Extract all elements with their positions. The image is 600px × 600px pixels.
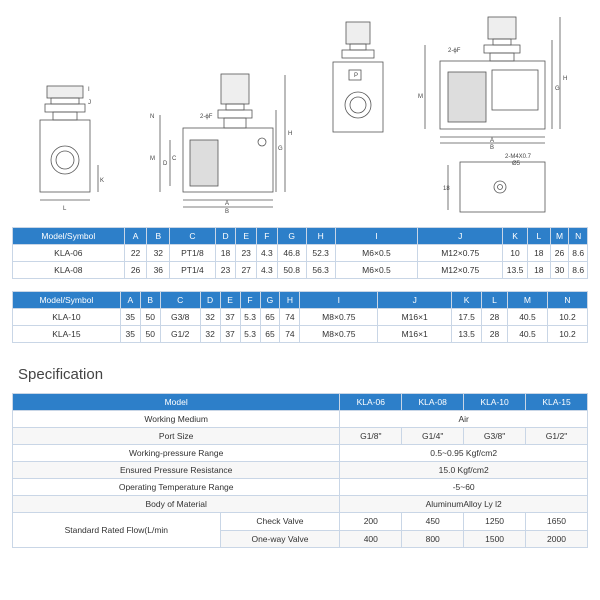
specification-table	[12, 393, 588, 548]
table-row: Standard Rated Flow(L/min Check Valve 200 450 1250 1650	[13, 513, 588, 531]
table-row: KLA-06 22 32 PT1/8 18 23 4.3 46.8 52.3 M6×0.5 M12×0.75 10 18 26 8.6	[13, 245, 588, 262]
dimension-table-1	[12, 227, 588, 279]
technical-drawings	[0, 0, 600, 222]
label-phi5: Ø5	[512, 161, 521, 167]
table-row: Working-pressure Range 0.5~0.95 Kgf/cm2	[13, 445, 588, 462]
label-n: N	[150, 114, 155, 120]
label-j: J	[88, 100, 91, 106]
table-header: Model KLA-06 KLA-08 KLA-10 KLA-15	[13, 394, 588, 411]
table-row: Body of Material AluminumAlloy Ly l2	[13, 496, 588, 513]
label-k: K	[100, 178, 105, 184]
table-row: Ensured Pressure Resistance 15.0 Kgf/cm2	[13, 462, 588, 479]
label-a-2: A	[490, 138, 495, 144]
label-h-2: H	[563, 76, 568, 82]
table-row: KLA-10 35 50 G3/8 32 37 5.3 65 74 M8×0.75 M16×1 17.5 28 40.5 10.2	[13, 309, 588, 326]
label-h: H	[288, 131, 293, 137]
drawing-side-view-4	[425, 17, 560, 143]
table-row: Operating Temperature Range -5~60	[13, 479, 588, 496]
label-m-2: M	[418, 94, 423, 100]
table-row: One-way Valve 400 800 1500 2000	[13, 530, 588, 548]
label-p: P	[354, 73, 359, 79]
label-b: B	[225, 209, 230, 215]
label-g-2: G	[555, 86, 560, 92]
table-row: KLA-15 35 50 G1/2 32 37 5.3 65 74 M8×0.75 M16×1 13.5 28 40.5 10.2	[13, 326, 588, 343]
label-18: 18	[443, 186, 450, 192]
label-2-phi-f: 2-ϕF	[200, 114, 213, 120]
label-d: D	[163, 161, 168, 167]
table-row: Working Medium Air	[13, 411, 588, 428]
table-row: Port Size G1/8" G1/4" G3/8" G1/2"	[13, 428, 588, 445]
drawing-top-view-5	[448, 162, 545, 212]
label-i: I	[88, 87, 90, 93]
table-row: KLA-08 26 36 PT1/4 23 27 4.3 50.8 56.3 M6×0.5 M12×0.75 13.5 18 30 8.6	[13, 262, 588, 279]
drawing-side-view-2	[160, 74, 285, 207]
label-b-2: B	[490, 145, 495, 151]
label-a: A	[225, 201, 230, 207]
label-c: C	[172, 156, 177, 162]
label-2-m4: 2-M4X0.7	[505, 154, 532, 160]
dimension-table-2	[12, 291, 588, 343]
specification-title: Specification	[18, 366, 104, 383]
table-header: Model/Symbol A B C D E F G H I J K L M N	[13, 292, 588, 309]
label-l: L	[63, 206, 67, 212]
label-g: G	[278, 146, 283, 152]
label-2-phi-f-2: 2-ϕF	[448, 48, 461, 54]
table-header: Model/Symbol A B C D E F G H I J K L M N	[13, 228, 588, 245]
label-m: M	[150, 156, 155, 162]
